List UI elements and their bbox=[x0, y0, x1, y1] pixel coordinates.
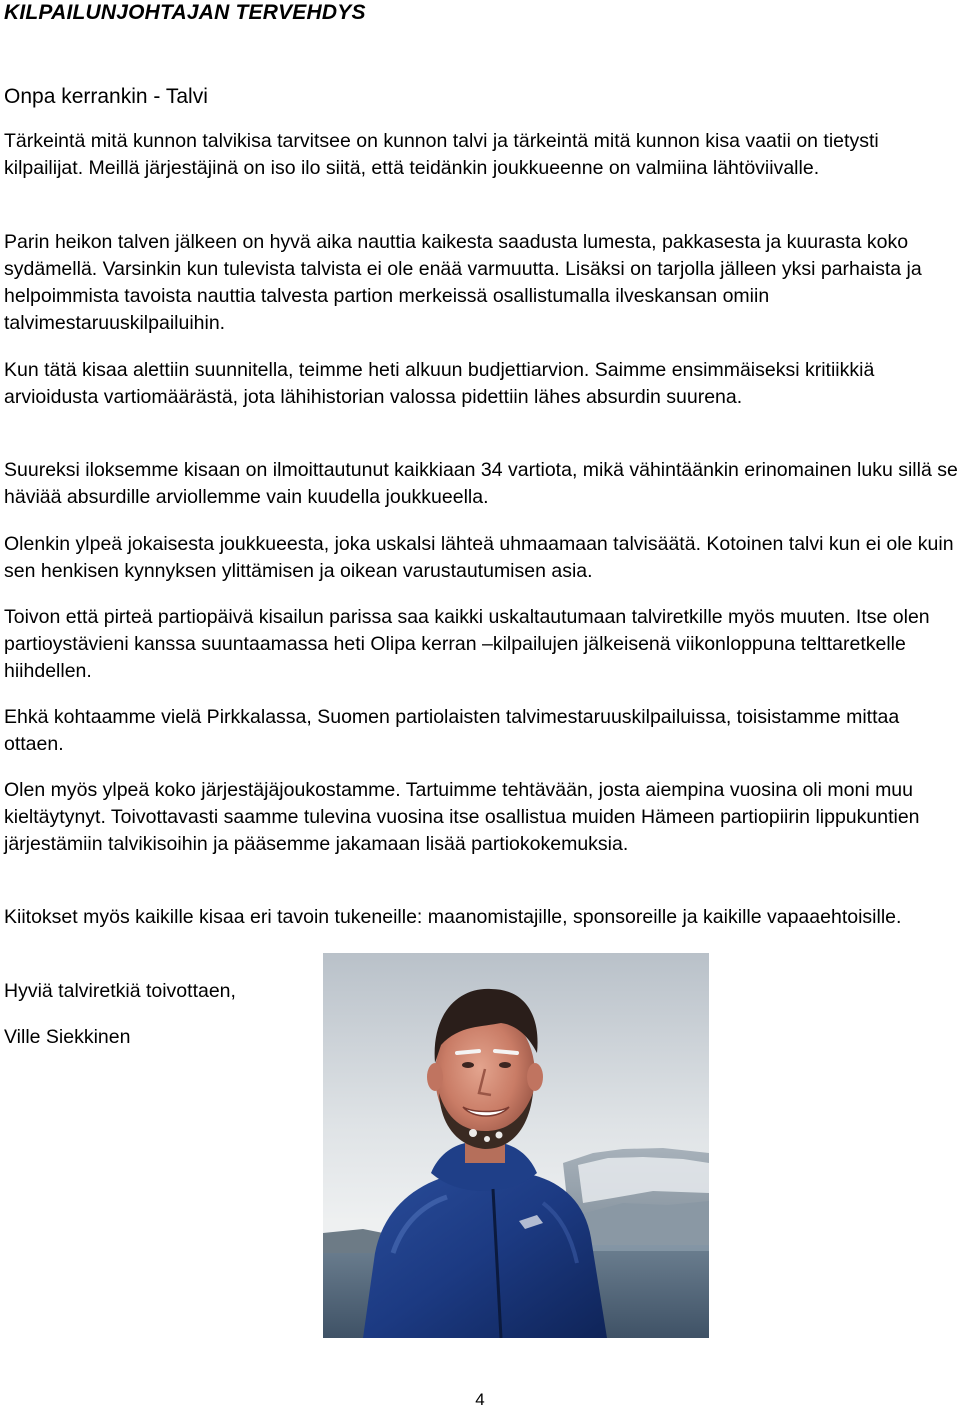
paragraph-registrations: Suureksi iloksemme kisaan on ilmoittautunut kaikkiaan 34 vartiota, mikä vähintäänkin erinomainen luku sillä se häviää absurdille arviollemme vain kuudella joukkueella. bbox=[4, 459, 958, 508]
paragraph-hope: Toivon että pirteä partiopäivä kisailun parissa saa kaikki uskaltautumaan talviretkille myös muuten. Itse olen partioystävieni kanssa suuntaamassa heti Olipa kerran –kilpailujen jälkeisenä viikonloppuna telttaretkelle hiihdellen. bbox=[4, 606, 930, 682]
closing-greeting: Hyviä talviretkiä toivottaen, bbox=[4, 980, 236, 1002]
page-heading: KILPAILUNJOHTAJAN TERVEHDYS bbox=[4, 1, 366, 24]
paragraph-budget: Kun tätä kisaa alettiin suunnitella, teimme heti alkuun budjettiarvion. Saimme ensimmäiseksi kritiikkiä arvioidusta vartiomäärästä, jota lähihistorian valossa pidettiin lähes absurdin suurena. bbox=[4, 359, 875, 408]
paragraph-winter: Parin heikon talven jälkeen on hyvä aika nauttia kaikesta saadusta lumesta, pakkasesta ja kuurasta koko sydämellä. Varsinkin kun tulevista talvista ei ole enää varmuutta. Lisäksi on tarjolla jälleen yksi parhaista ja helpoimmista tavoista nauttia talvesta partion merkeissä osallistumalla ilveskansan omiin talvimestaruuskilpailuihin. bbox=[4, 231, 922, 334]
page-subheading: Onpa kerrankin - Talvi bbox=[4, 85, 208, 108]
paragraph-organizers: Olen myös ylpeä koko järjestäjäjoukostamme. Tartuimme tehtävään, josta aiempina vuosina oli moni muu kieltäytynyt. Toivottavasti saamme tulevina vuosina itse osallistua muiden Hämeen partiopiirin lippukuntien järjestämiin talvikisoihin ja pääsemme jakamaan lisää partiokokemuksia. bbox=[4, 779, 920, 855]
signature-name: Ville Siekkinen bbox=[4, 1026, 131, 1048]
portrait-photo bbox=[323, 953, 709, 1338]
paragraph-thanks: Kiitokset myös kaikille kisaa eri tavoin tukeneille: maanomistajille, sponsoreille ja kaikille vapaaehtoisille. bbox=[4, 906, 902, 928]
paragraph-proud-teams: Olenkin ylpeä jokaisesta joukkueesta, joka uskalsi lähteä uhmaamaan talvisäätä. Kotoinen talvi kun ei ole kuin sen henkisen kynnyksen ylittämisen ja oikean varustautumisen asia. bbox=[4, 533, 954, 582]
portrait-photo-image bbox=[323, 953, 709, 1338]
paragraph-pirkkala: Ehkä kohtaamme vielä Pirkkalassa, Suomen partiolaisten talvimestaruuskilpailuissa, toisistamme mittaa ottaen. bbox=[4, 706, 900, 755]
paragraph-intro: Tärkeintä mitä kunnon talvikisa tarvitsee on kunnon talvi ja tärkeintä mitä kunnon kisa vaatii on tietysti kilpailijat. Meillä järjestäjinä on iso ilo siitä, että teidänkin joukkueenne on valmiina lähtöviivalle. bbox=[4, 130, 879, 179]
page-number: 4 bbox=[475, 1390, 485, 1409]
